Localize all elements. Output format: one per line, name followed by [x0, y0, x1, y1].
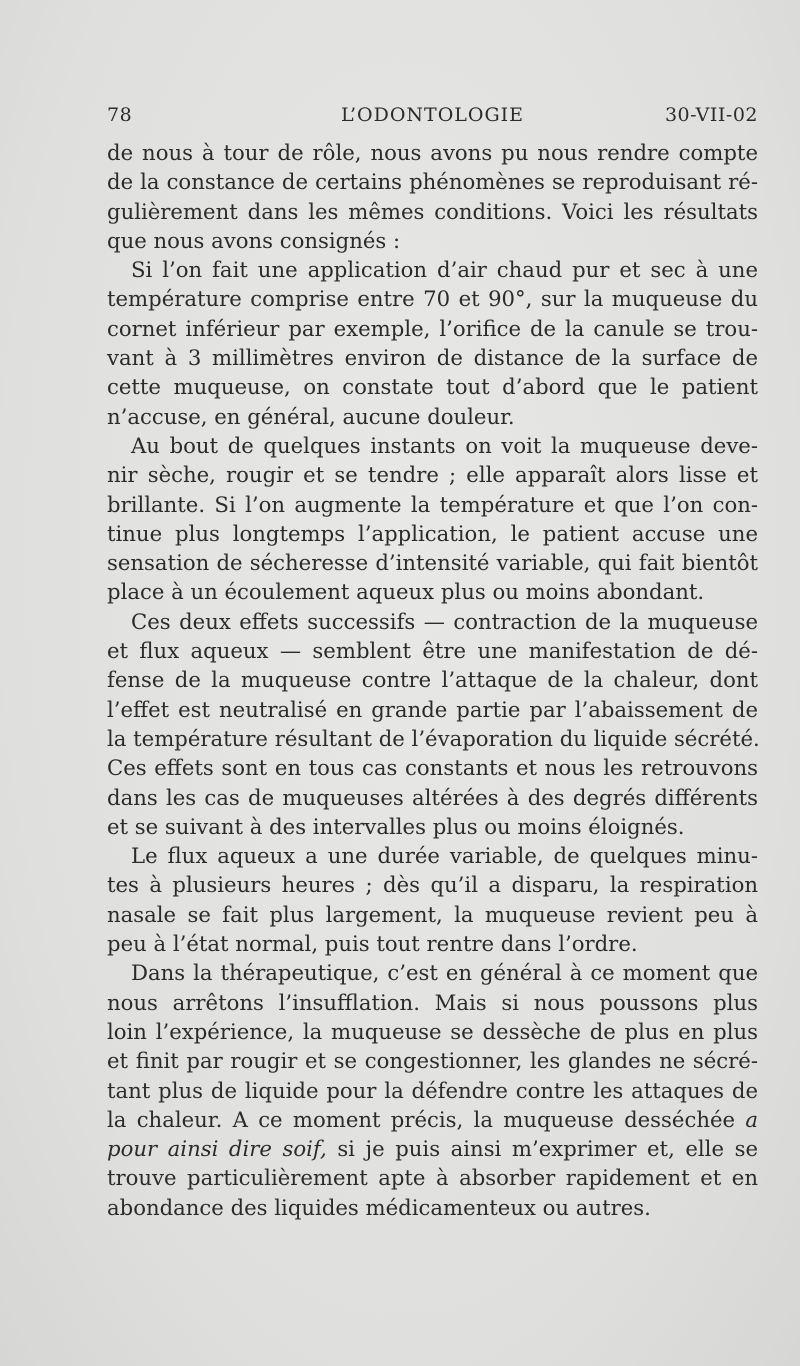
- line-text: Ces deux effets successifs — contraction de la muqueuse: [131, 608, 758, 634]
- text-line: [107, 870, 758, 899]
- text-line: [107, 929, 758, 958]
- line-text: tant plus de liquide pour la défendre contre les attaques de: [107, 1077, 758, 1103]
- line-text: température comprise entre 70 et 90°, sur la muqueuse du: [107, 286, 758, 312]
- issue-date: 30-VII-02: [664, 104, 758, 126]
- page-number: 78: [107, 104, 133, 126]
- italic-text: a: [745, 1106, 758, 1132]
- text-line: [107, 900, 758, 929]
- text-line: [107, 988, 758, 1017]
- text-line: [107, 783, 758, 812]
- text-line: [107, 226, 758, 255]
- text-line: [107, 636, 758, 665]
- line-text: fense de la muqueuse contre l’attaque de la chaleur, dont: [107, 667, 758, 693]
- page-body-text: [107, 138, 758, 1222]
- line-text: la température résultant de l’évaporation du liquide sécrété.: [107, 725, 760, 751]
- text-line: [107, 490, 758, 519]
- line-text: nous arrêtons l’insufflation. Mais si nous poussons plus: [107, 989, 758, 1015]
- line-text: Si l’on fait une application d’air chaud pur et sec à une: [131, 257, 758, 283]
- text-line: [107, 1046, 758, 1075]
- line-text: que nous avons consignés :: [107, 227, 401, 253]
- text-line: [107, 753, 758, 782]
- line-text: et se suivant à des intervalles plus ou moins éloignés.: [107, 813, 685, 839]
- text-line: [107, 402, 758, 431]
- line-text: la chaleur. A ce moment précis, la muqueuse desséchée: [107, 1106, 736, 1132]
- text-line: [107, 255, 758, 284]
- line-text: nir sèche, rougir et se tendre ; elle apparaît alors lisse et: [107, 462, 758, 488]
- text-line: [107, 1193, 758, 1222]
- line-text: Ces effets sont en tous cas constants et nous les retrouvons: [107, 755, 758, 781]
- text-line: [107, 197, 758, 226]
- text-line: [107, 958, 758, 987]
- text-line: [107, 167, 758, 196]
- line-text: peu à l’état normal, puis tout rentre dans l’ordre.: [107, 931, 638, 957]
- text-line: [107, 812, 758, 841]
- text-line: [107, 519, 758, 548]
- line-text: brillante. Si l’on augmente la température et que l’on con-: [107, 491, 758, 517]
- text-line: [107, 284, 758, 313]
- line-text: cornet inférieur par exemple, l’orifice de la canule se trou-: [107, 315, 758, 341]
- text-line: [107, 548, 758, 577]
- line-text: de la constance de certains phénomènes se reproduisant ré-: [107, 169, 758, 195]
- text-line: [107, 431, 758, 460]
- line-text: loin l’expérience, la muqueuse se dessèche de plus en plus: [107, 1018, 758, 1044]
- text-line: [107, 1017, 758, 1046]
- text-line: [107, 695, 758, 724]
- line-text: abondance des liquides médicamenteux ou autres.: [107, 1194, 651, 1220]
- line-text: Au bout de quelques instants on voit la muqueuse deve-: [131, 432, 758, 458]
- line-text: place à un écoulement aqueux plus ou moins abondant.: [107, 579, 705, 605]
- line-text: et flux aqueux — semblent être une manifestation de dé-: [107, 638, 758, 664]
- text-line: [107, 138, 758, 167]
- text-line: [107, 607, 758, 636]
- line-text: et finit par rougir et se congestionner, les glandes ne sécré-: [107, 1048, 758, 1074]
- line-text: l’effet est neutralisé en grande partie par l’abaissement de: [107, 696, 758, 722]
- journal-title: L’ODONTOLOGIE: [340, 104, 525, 126]
- text-line: [107, 665, 758, 694]
- running-header: [107, 104, 758, 132]
- line-text: si je puis ainsi m’exprimer et, elle se: [337, 1136, 758, 1162]
- line-text: cette muqueuse, on constate tout d’abord que le patient: [107, 374, 758, 400]
- line-text: tes à plusieurs heures ; dès qu’il a disparu, la respiration: [107, 872, 758, 898]
- line-text: Le flux aqueux a une durée variable, de quelques minu-: [131, 843, 758, 869]
- line-text: tinue plus longtemps l’application, le patient accuse une: [107, 520, 758, 546]
- line-text: vant à 3 millimètres environ de distance de la surface de: [107, 345, 758, 371]
- line-text: gulièrement dans les mêmes conditions. Voici les résultats: [107, 198, 758, 224]
- text-line: [107, 1163, 758, 1192]
- text-line: [107, 314, 758, 343]
- text-line: [107, 1076, 758, 1105]
- line-text: de nous à tour de rôle, nous avons pu nous rendre compte: [107, 140, 758, 165]
- text-line: [107, 1105, 758, 1134]
- text-line: [107, 1134, 758, 1163]
- line-text: nasale se fait plus largement, la muqueuse revient peu à: [107, 901, 758, 927]
- line-text: Dans la thérapeutique, c’est en général à ce moment que: [131, 960, 758, 986]
- text-line: [107, 372, 758, 401]
- text-line: [107, 841, 758, 870]
- line-text: trouve particulièrement apte à absorber rapidement et en: [107, 1165, 758, 1191]
- text-line: [107, 577, 758, 606]
- italic-text: pour ainsi dire soif,: [107, 1136, 327, 1162]
- text-line: [107, 724, 758, 753]
- line-text: dans les cas de muqueuses altérées à des degrés différents: [107, 784, 758, 810]
- line-text: n’accuse, en général, aucune douleur.: [107, 403, 515, 429]
- text-line: [107, 343, 758, 372]
- line-text: sensation de sécheresse d’intensité variable, qui fait bientôt: [107, 550, 758, 576]
- text-line: [107, 460, 758, 489]
